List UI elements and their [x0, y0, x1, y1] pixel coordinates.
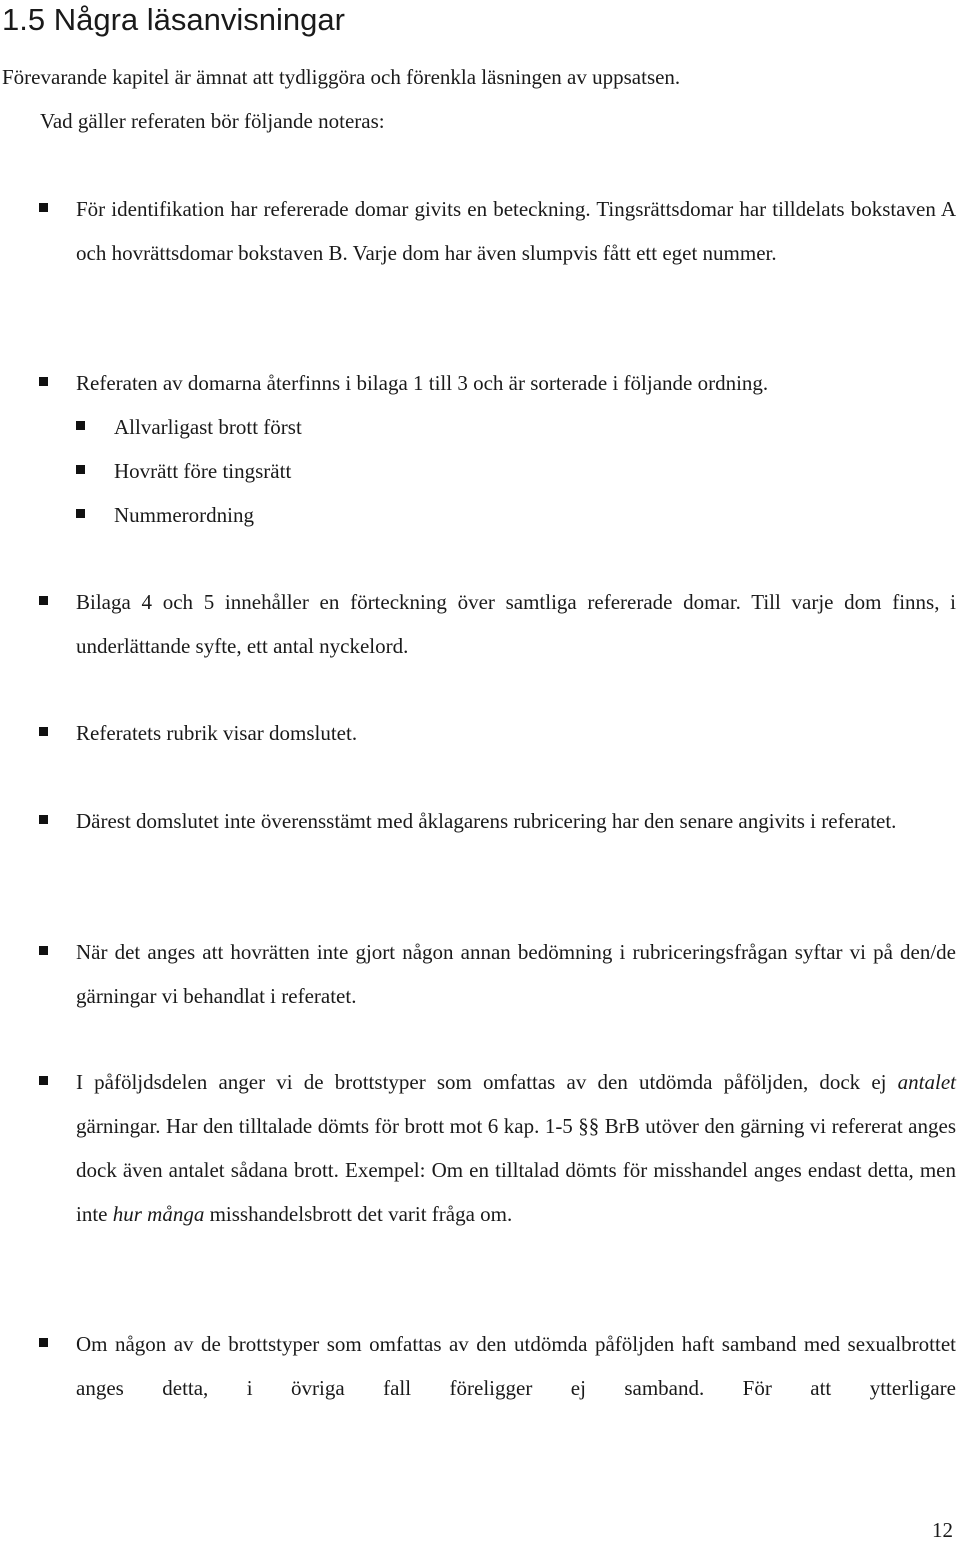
- intro-line-2: Vad gäller referaten bör följande noteras:: [40, 109, 385, 133]
- bullet-pafoljd: I påföljdsdelen anger vi de brottstyper som omfattas av den utdömda påföljden, dock ej antalet gärningar. Har den tilltalade dömts för brott mot 6 kap. 1-5 §§ BrB utöver den gärning vi refererat anges dock även antalet sådana brott. Exempel: Om en tilltalad dömts för misshandel anges endast detta, men inte hur många misshandelsbrott det varit fråga om.: [76, 1070, 956, 1226]
- sub-bullet-marker-icon: [76, 509, 85, 518]
- emphasis-antalet: antalet: [897, 1070, 956, 1094]
- bullet-identification: För identifikation har refererade domar givits en beteckning. Tingsrättsdomar har tilldelats bokstaven A och hovrättsdomar bokstaven B. Varje dom har även slumpvis fått ett eget nummer.: [76, 197, 956, 265]
- page-number: 12: [932, 1518, 953, 1542]
- bullet-bilaga: Bilaga 4 och 5 innehåller en förteckning över samtliga refererade domar. Till varje dom finns, i underlättande syfte, ett antal nyckelord.: [76, 590, 956, 658]
- section-heading: 1.5 Några läsanvisningar: [2, 2, 345, 37]
- bullet-marker-icon: [39, 815, 48, 824]
- bullet-samband: Om någon av de brottstyper som omfattas av den utdömda påföljden haft samband med sexualbrottet anges detta, i övriga fall föreligger ej samband. För att ytterligare: [76, 1332, 956, 1400]
- bullet-marker-icon: [39, 203, 48, 212]
- bullet-marker-icon: [39, 377, 48, 386]
- bullet-referat-order: Referaten av domarna återfinns i bilaga 1 till 3 och är sorterade i följande ordning.: [76, 371, 769, 395]
- sub-bullet-item: Nummerordning: [114, 503, 254, 527]
- bullet-rubrik: Referatets rubrik visar domslutet.: [76, 721, 358, 745]
- sub-bullet-marker-icon: [76, 465, 85, 474]
- bullet-marker-icon: [39, 1338, 48, 1347]
- bullet-domslut: Därest domslutet inte överensstämt med åklagarens rubricering har den senare angivits i referatet.: [76, 809, 897, 833]
- bullet-marker-icon: [39, 1076, 48, 1085]
- bullet-marker-icon: [39, 727, 48, 736]
- sub-bullet-marker-icon: [76, 421, 85, 430]
- bullet-hovratt: När det anges att hovrätten inte gjort någon annan bedömning i rubriceringsfrågan syftar vi på den/de gärningar vi behandlat i referatet.: [76, 940, 956, 1008]
- bullet-marker-icon: [39, 946, 48, 955]
- sub-bullet-item: Hovrätt före tingsrätt: [114, 459, 292, 483]
- emphasis-hur-manga: hur många: [112, 1202, 205, 1226]
- bullet-marker-icon: [39, 596, 48, 605]
- intro-line-1: Förevarande kapitel är ämnat att tydliggöra och förenkla läsningen av uppsatsen.: [2, 65, 681, 89]
- sub-bullet-item: Allvarligast brott först: [114, 415, 302, 439]
